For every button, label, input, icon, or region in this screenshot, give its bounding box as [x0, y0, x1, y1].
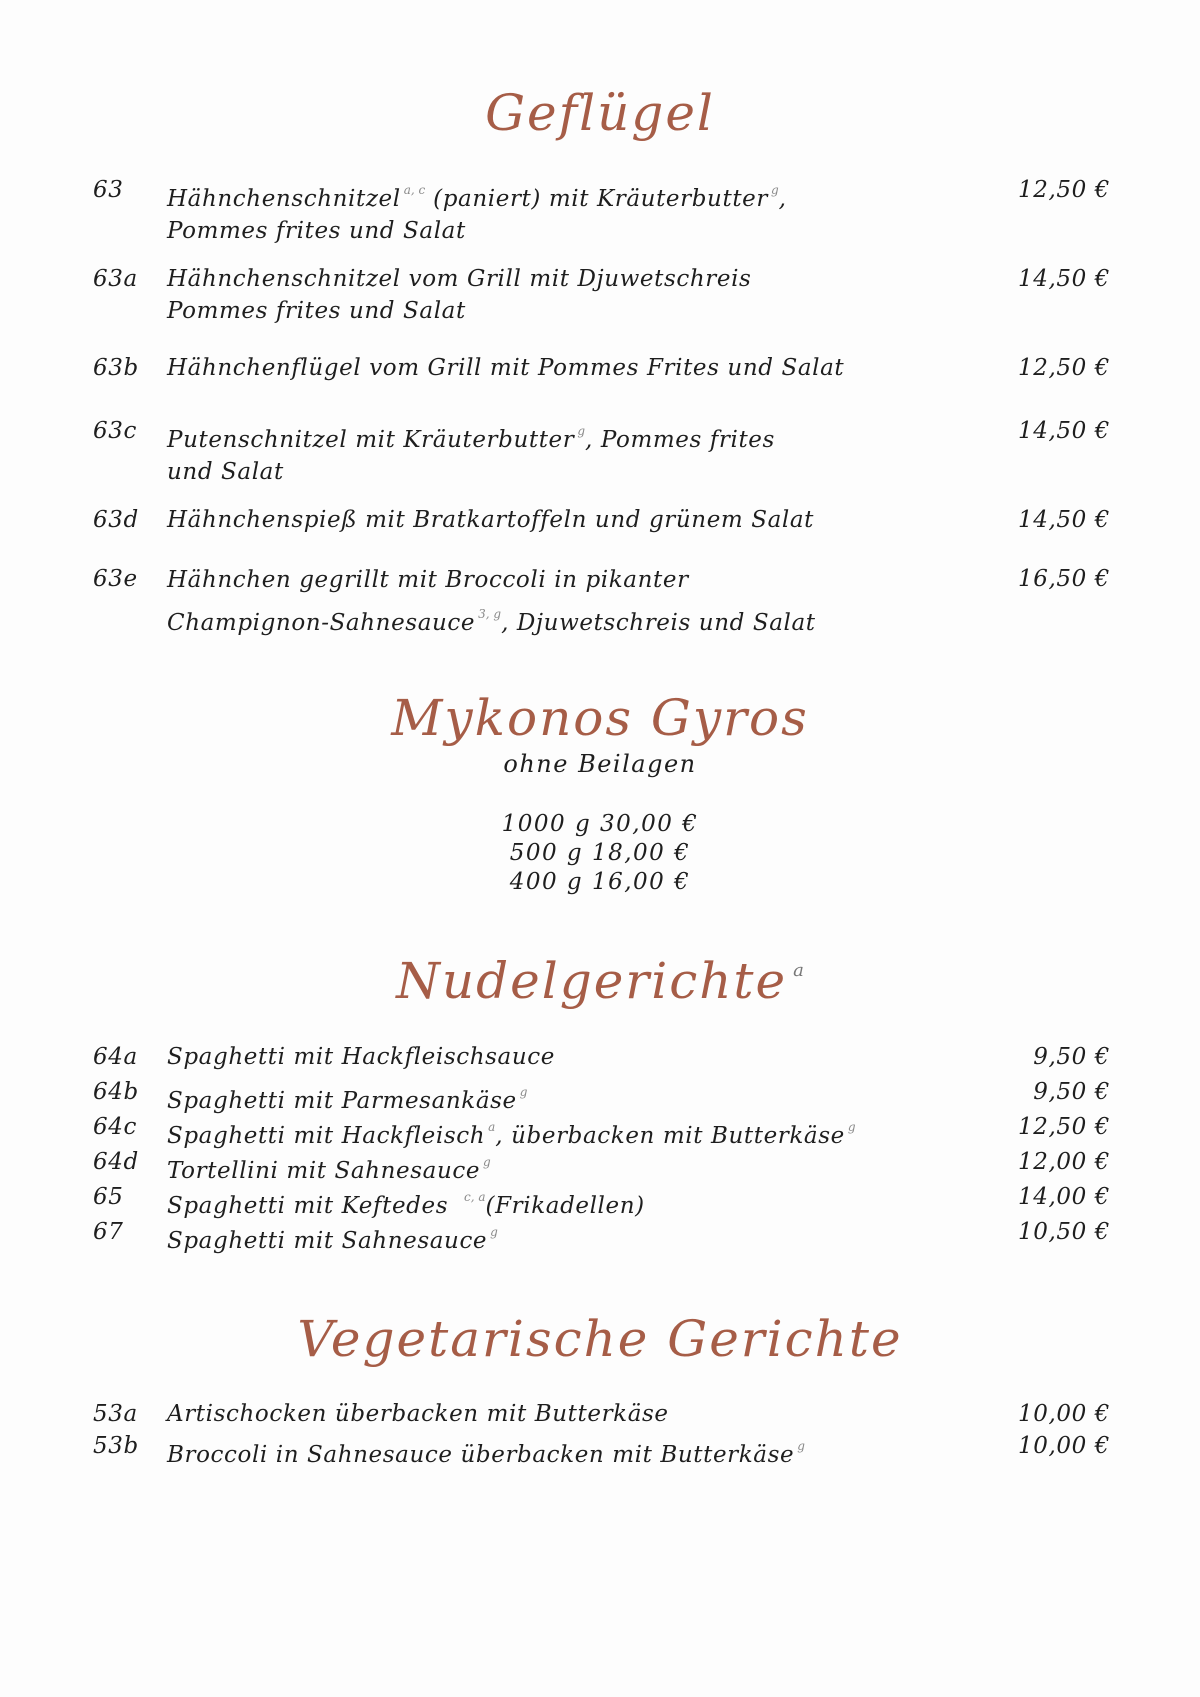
item-description — [167, 1398, 1007, 1430]
item-price: 14,50 € — [1018, 418, 1110, 444]
item-price: 14,50 € — [1018, 507, 1110, 533]
item-text: Spaghetti mit Hackfleischsauce — [167, 1044, 555, 1070]
item-price: 14,00 € — [1018, 1184, 1110, 1210]
allergen-note: g — [797, 1439, 805, 1453]
section-subtitle: ohne Beilagen — [503, 750, 697, 778]
allergen-note: a, c — [403, 183, 426, 197]
item-description — [167, 1041, 1007, 1073]
item-price: 12,50 € — [1018, 177, 1110, 203]
section-title-gyros: Mykonos Gyros — [391, 689, 809, 747]
item-number: 63e — [93, 566, 138, 592]
item-description — [167, 563, 1007, 640]
item-description — [167, 174, 1007, 247]
allergen-note: c, a — [464, 1190, 486, 1204]
item-text: Spaghetti mit Hackfleisch — [167, 1123, 486, 1149]
item-description — [167, 1216, 1007, 1257]
item-number: 64c — [93, 1114, 137, 1140]
section-title-gefluegel: Geflügel — [485, 84, 715, 142]
item-price: 10,50 € — [1018, 1219, 1110, 1245]
item-price: 12,50 € — [1018, 1114, 1110, 1140]
item-text: Pommes frites und Salat — [167, 218, 466, 244]
item-description — [167, 263, 1007, 327]
allergen-note: g — [519, 1085, 528, 1099]
item-text: Tortellini mit Sahnesauce — [167, 1158, 481, 1184]
section-title-nudel — [0, 952, 1200, 1010]
item-text: Pommes frites und Salat — [167, 298, 466, 324]
section-title-text: Nudelgerichte — [396, 952, 788, 1010]
item-text: und Salat — [167, 459, 284, 485]
allergen-note: a — [793, 960, 804, 981]
item-number: 65 — [93, 1184, 124, 1210]
item-number: 63 — [93, 177, 124, 203]
section-title-vegetarisch: Vegetarische Gerichte — [297, 1310, 903, 1368]
item-number: 64d — [93, 1149, 139, 1175]
item-number: 63c — [93, 418, 137, 444]
item-text: , Djuwetschreis und Salat — [501, 610, 816, 636]
item-text: , — [778, 186, 787, 212]
item-text: Spaghetti mit Keftedes — [167, 1193, 449, 1219]
item-text: Champignon-Sahnesauce — [167, 610, 476, 636]
allergen-note: g — [847, 1120, 856, 1134]
allergen-note: 3, g — [478, 607, 502, 621]
item-text: Spaghetti mit Sahnesauce — [167, 1228, 488, 1254]
item-number: 63a — [93, 266, 138, 292]
item-price: 9,50 € — [1033, 1044, 1110, 1070]
allergen-note: g — [483, 1155, 491, 1169]
item-text: Artischocken überbacken mit Butterkäse — [167, 1401, 669, 1427]
item-text: (paniert) mit Kräuterbutter — [433, 186, 768, 212]
item-number: 63b — [93, 355, 139, 381]
item-text: , Pommes frites — [585, 427, 775, 453]
item-description — [167, 1430, 1007, 1471]
item-text: Hähnchen gegrillt mit Broccoli in pikanter — [167, 567, 689, 593]
item-text: Spaghetti mit Parmesankäse — [167, 1088, 517, 1114]
item-price: 14,50 € — [1018, 266, 1110, 292]
allergen-note: g — [770, 183, 779, 197]
item-text: Broccoli in Sahnesauce überbacken mit Butterkäse — [167, 1442, 795, 1468]
item-price: 16,50 € — [1018, 566, 1110, 592]
item-text: Hähnchenschnitzel vom Grill mit Djuwetschreis — [167, 266, 752, 292]
gyros-size: 400 g 16,00 € — [509, 869, 691, 895]
item-number: 53a — [93, 1401, 138, 1427]
gyros-size: 500 g 18,00 € — [509, 840, 691, 866]
item-price: 12,00 € — [1018, 1149, 1110, 1175]
item-price: 10,00 € — [1018, 1401, 1110, 1427]
allergen-note: g — [490, 1225, 498, 1239]
item-description — [167, 352, 1007, 384]
item-number: 53b — [93, 1433, 139, 1459]
item-number: 67 — [93, 1219, 124, 1245]
item-price: 10,00 € — [1018, 1433, 1110, 1459]
item-text: Putenschnitzel mit Kräuterbutter — [167, 427, 575, 453]
item-text: Hähnchenschnitzel — [167, 186, 401, 212]
item-number: 64b — [93, 1079, 139, 1105]
allergen-note: g — [577, 424, 586, 438]
item-text: Hähnchenspieß mit Bratkartoffeln und grünem Salat — [167, 507, 815, 533]
item-text: Hähnchenflügel vom Grill mit Pommes Frites und Salat — [167, 355, 845, 381]
gyros-size: 1000 g 30,00 € — [501, 811, 699, 837]
item-text: (Frikadellen) — [485, 1193, 645, 1219]
allergen-note: a — [488, 1120, 496, 1134]
item-text: , überbacken mit Butterkäse — [495, 1123, 845, 1149]
item-description — [167, 415, 1007, 488]
item-number: 63d — [93, 507, 139, 533]
item-number: 64a — [93, 1044, 138, 1070]
item-price: 12,50 € — [1018, 355, 1110, 381]
item-description — [167, 504, 1007, 536]
item-price: 9,50 € — [1033, 1079, 1110, 1105]
